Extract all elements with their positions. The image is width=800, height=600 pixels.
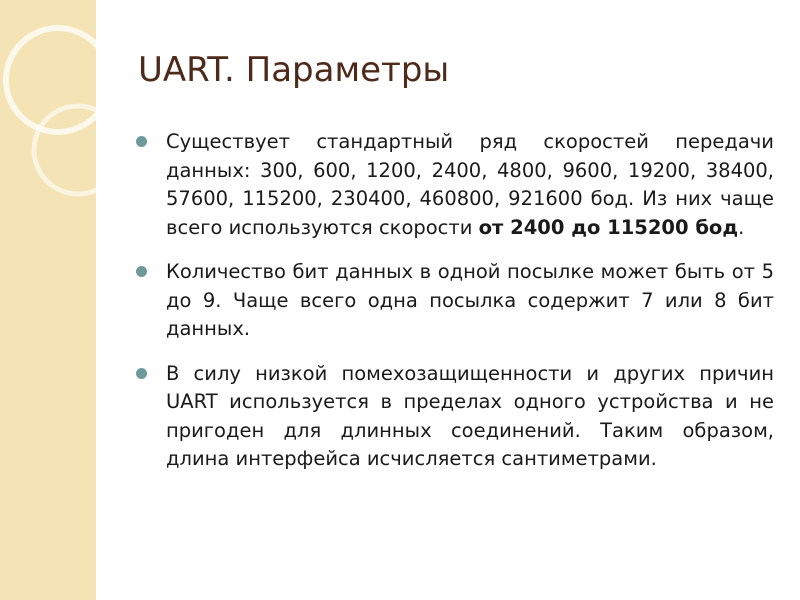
slide-title: UART. Параметры bbox=[138, 50, 450, 90]
bullet-item-noise-immunity bbox=[130, 360, 774, 474]
bullet-icon bbox=[136, 368, 147, 379]
decorative-circles bbox=[0, 0, 96, 600]
bullet-text: В силу низкой помехозащищенности и других причин UART используется в пределах одного устройства и не пригоден для длинных соединений. Таким образом, длина интерфейса исчисляется сантиметрами. bbox=[166, 361, 774, 470]
bullet-text: Количество бит данных в одной посылке может быть от 5 до 9. Чаще всего одна посылка содержит 7 или 8 бит данных. bbox=[166, 260, 774, 340]
bullet-text-part: Существует стандартный ряд скоростей передачи данных: 300, 600, 1200, 2400, 4800, 9600, 19200, 38400, 57600, 115200, 230400, 460800, 921600 бод. Из них чаще всего используются скорости bbox=[166, 130, 774, 239]
bullet-item-baud-rates bbox=[130, 128, 774, 242]
bullet-item-data-bits bbox=[130, 258, 774, 344]
bullet-text bbox=[166, 130, 774, 239]
bullet-text-part: . bbox=[738, 215, 745, 239]
bullet-icon bbox=[136, 266, 147, 277]
bullet-icon bbox=[136, 136, 147, 147]
bullet-text-bold: от 2400 до 115200 бод bbox=[478, 215, 739, 239]
bullet-list bbox=[130, 128, 774, 490]
decorative-side-band bbox=[0, 0, 96, 600]
